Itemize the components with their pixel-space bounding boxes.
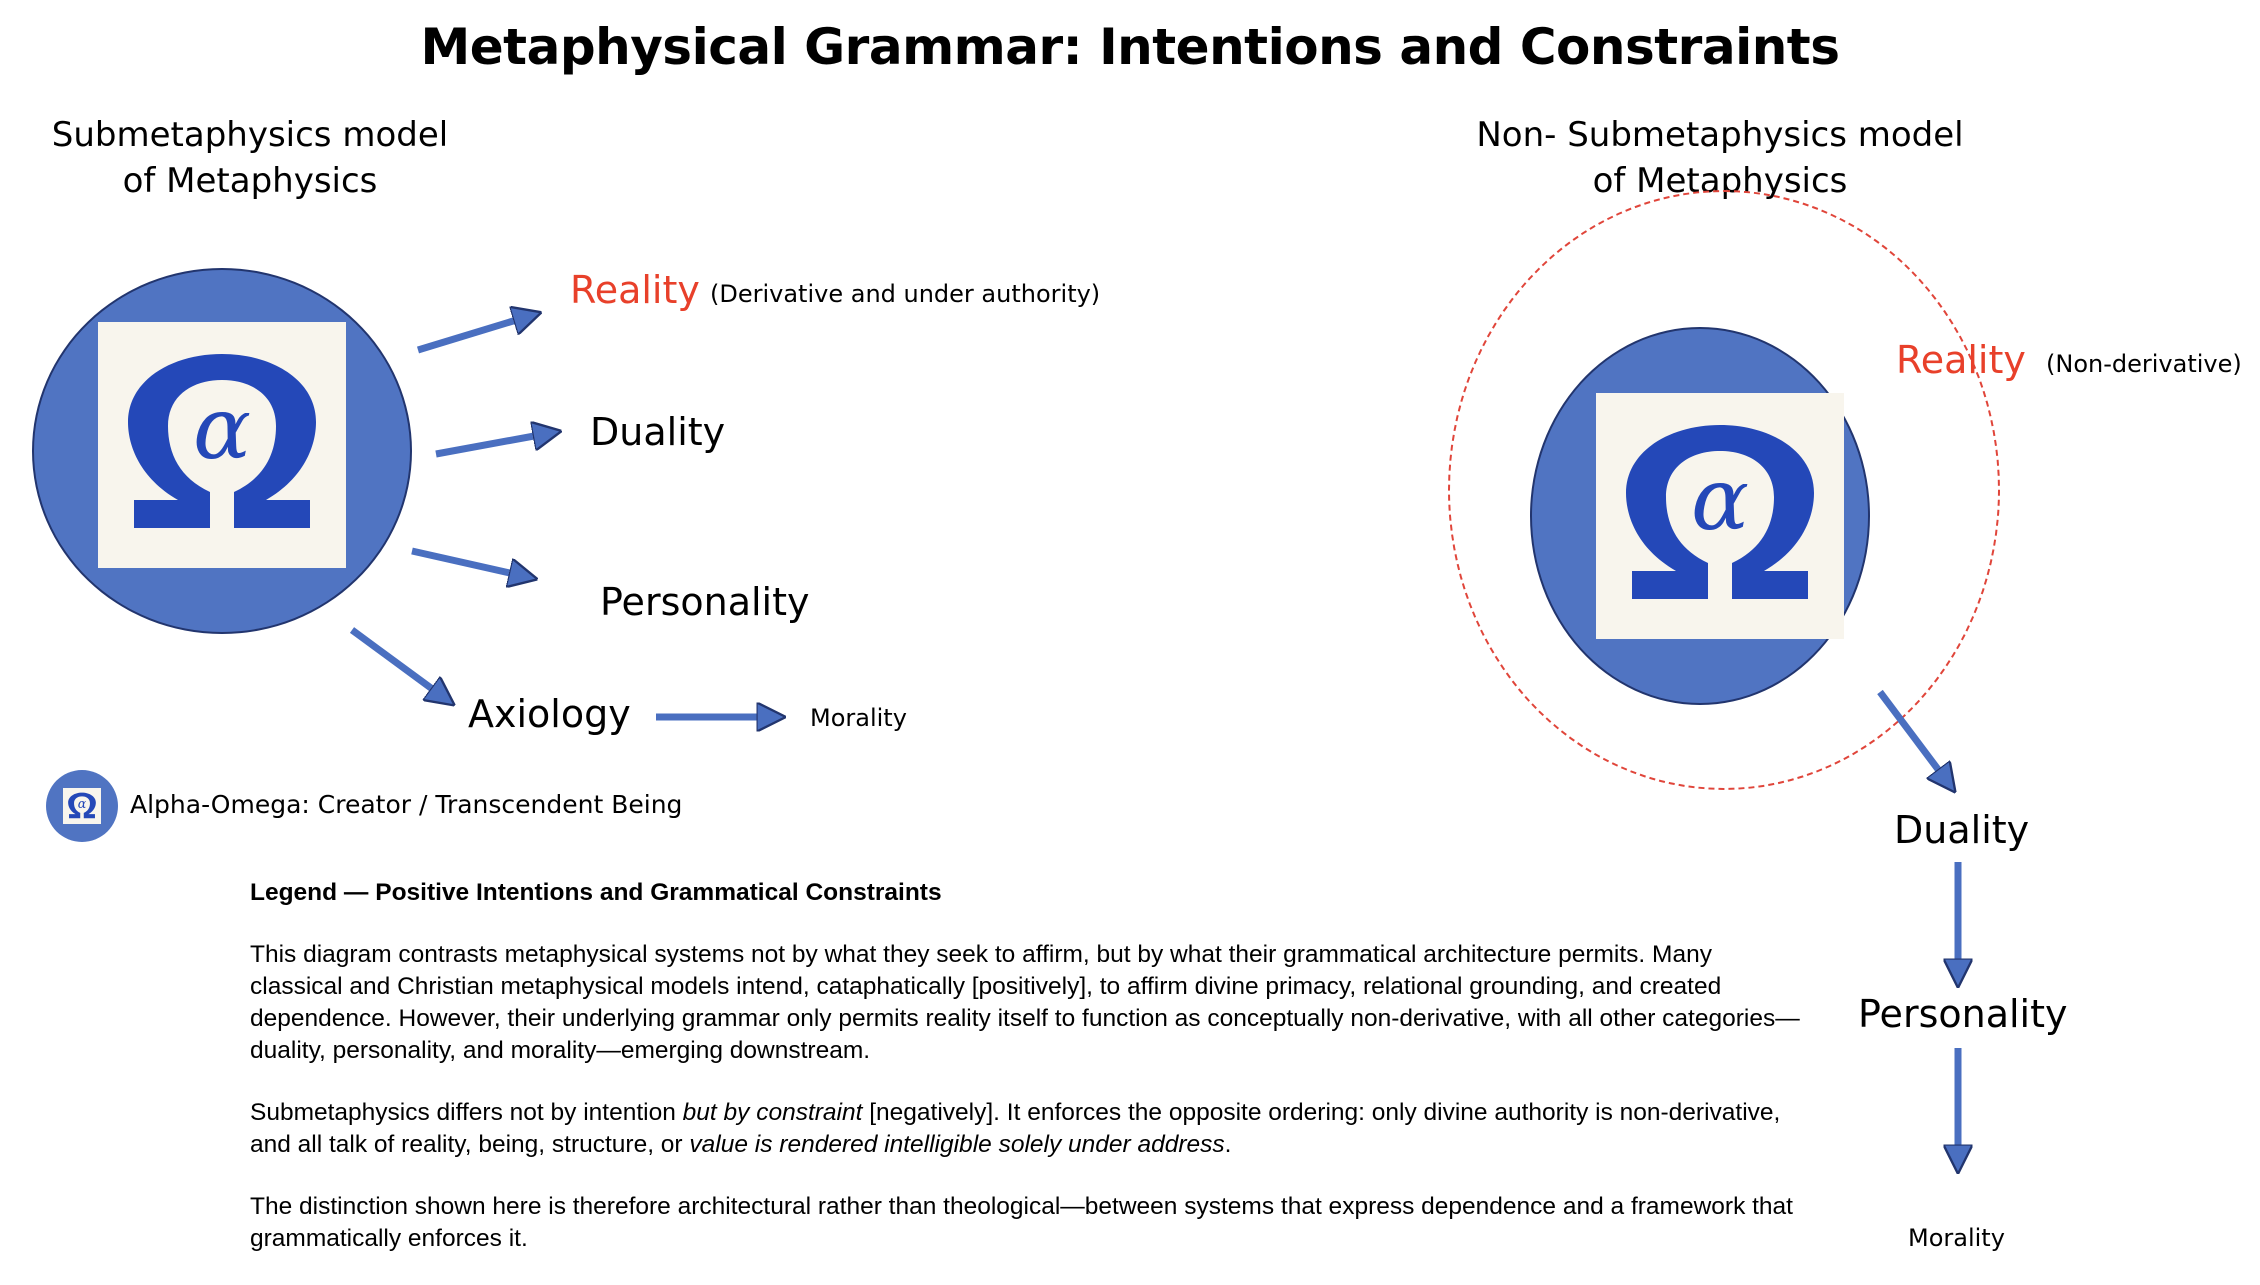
left-node-reality: Reality [570, 268, 700, 312]
key-alpha-omega-badge [46, 770, 118, 842]
left-heading-line2: of Metaphysics [122, 161, 378, 201]
alpha-omega-icon [63, 788, 101, 824]
legend [250, 877, 1810, 1285]
right-node-reality: Reality [1896, 338, 2026, 382]
arrow-to-personality [412, 551, 532, 578]
legend-p2-emphasis-constraint: but by constraint [682, 1099, 863, 1126]
legend-p2-part-e: . [1224, 1131, 1232, 1158]
legend-paragraph-1: This diagram contrasts metaphysical systems not by what they seek to affirm, but by what their grammatical architecture permits. Many classical and Christian metaphysical models intend, cataphatically [positively], to affirm divine primacy, relational grounding, and created dependence. However, their underlying grammar only permits reality itself to function as conceptually non-derivative, with all other categories—duality, personality, and morality—emerging downstream. [250, 941, 1800, 1064]
right-node-duality: Duality [1894, 808, 2030, 852]
svg-text:α: α [192, 379, 252, 479]
right-heading-line2: of Metaphysics [1592, 161, 1848, 201]
legend-p2-part-a: Submetaphysics differs not by intention [250, 1099, 683, 1126]
right-node-morality: Morality [1908, 1224, 2005, 1252]
svg-text:α: α [77, 795, 87, 811]
diagram-title: Metaphysical Grammar: Intentions and Constraints [420, 18, 1840, 76]
svg-text:α: α [1690, 450, 1750, 550]
arrow-to-reality [418, 314, 536, 350]
right-heading-line1: Non- Submetaphysics model [1476, 115, 1964, 155]
right-node-personality: Personality [1858, 992, 2068, 1036]
legend-title: Legend — Positive Intentions and Grammatical Constraints [250, 879, 942, 906]
left-node-personality: Personality [600, 580, 810, 624]
legend-p2-emphasis-address: value is rendered intelligible solely under address [689, 1131, 1225, 1158]
left-reality-note: (Derivative and under authority) [710, 280, 1101, 308]
legend-p2-part-c: [negatively]. It enforces the opposite ordering: only divine authority is non-derivative, and all talk of reality, being, structure, or [250, 1099, 1781, 1158]
arrow-to-duality [436, 432, 556, 454]
right-reality-note: (Non-derivative) [2046, 350, 2242, 378]
left-node-duality: Duality [590, 410, 726, 454]
left-heading-line1: Submetaphysics model [51, 115, 449, 155]
key-label: Alpha-Omega: Creator / Transcendent Being [130, 790, 683, 819]
legend-paragraph-2 [250, 1097, 1810, 1161]
arrow-to-axiology [352, 630, 450, 702]
left-node-morality: Morality [810, 704, 907, 732]
arrow-reality-to-duality [1880, 692, 1952, 788]
legend-paragraph-3: The distinction shown here is therefore architectural rather than theological—between systems that express dependence and a framework that grammatically enforces it. [250, 1193, 1793, 1252]
left-node-axiology: Axiology [468, 692, 631, 736]
